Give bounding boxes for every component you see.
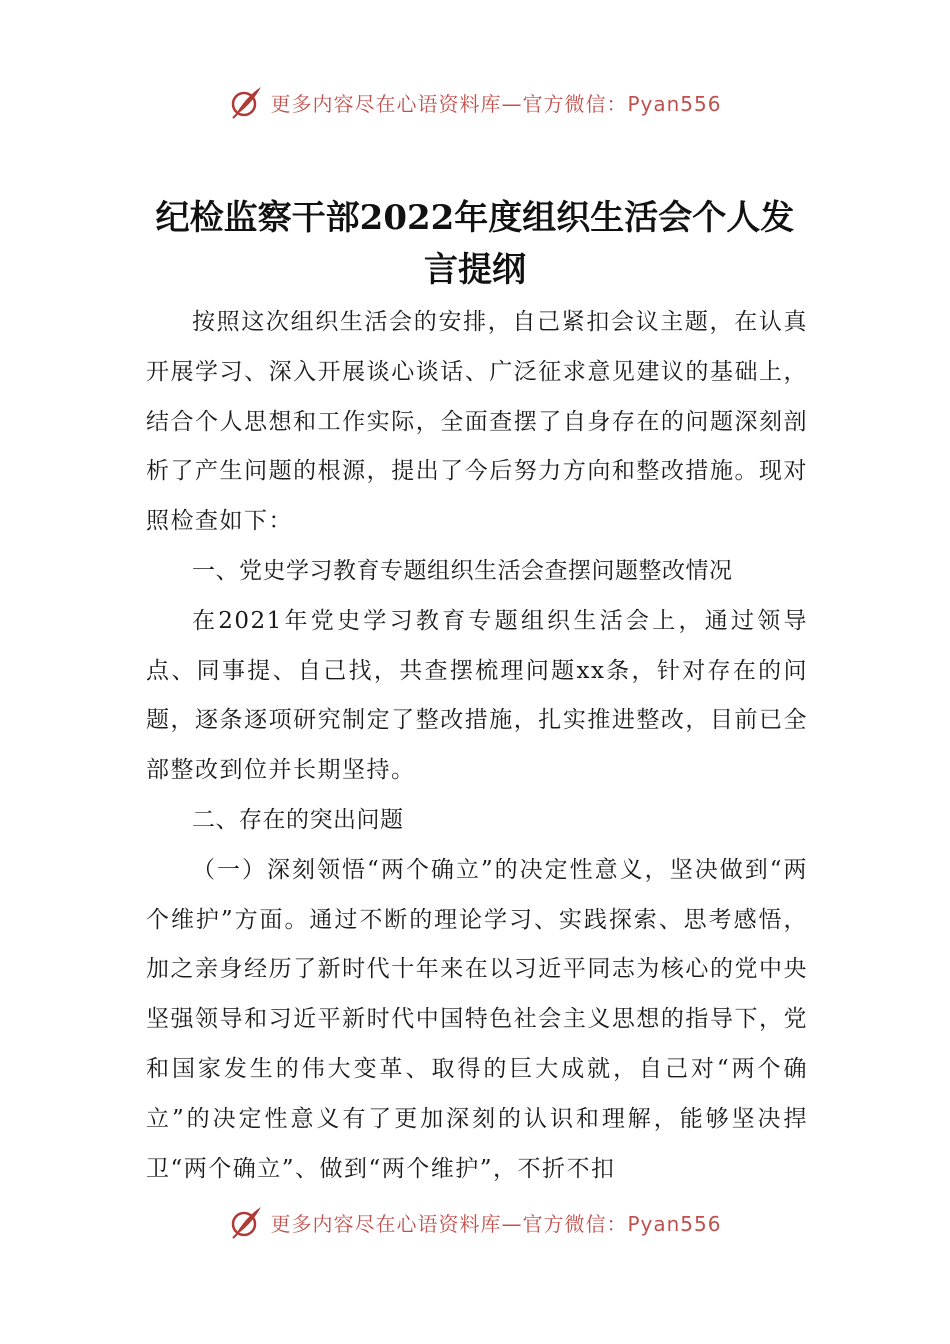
intro-paragraph: 按照这次组织生活会的安排，自己紧扣会议主题，在认真开展学习、深入开展谈心谈话、广泛征求意见建议的基础上，结合个人思想和工作实际，全面查摆了自身存在的问题深刻剖析了产生问题的根源，提出了今后努力方向和整改措施。现对照检查如下：	[146, 309, 808, 535]
watermark-group	[228, 1204, 721, 1240]
section-1-heading: 一、党史学习教育专题组织生活会查摆问题整改情况	[192, 557, 733, 584]
watermark-text: 更多内容尽在心语资料库—官方微信：Pyan556	[270, 91, 722, 116]
quill-pen-logo-icon	[228, 84, 264, 120]
watermark-banner-bottom	[0, 1200, 950, 1240]
watermark-group	[228, 84, 721, 120]
section-1-paragraph: 在2021年党史学习教育专题组织生活会上，通过领导点、同事提、自己找，共查摆梳理问题xx条，针对存在的问题，逐条逐项研究制定了整改措施，扎实推进整改，目前已全部整改到位并长期坚持。	[146, 607, 808, 784]
watermark-banner-top	[0, 82, 950, 122]
document-title: 纪检监察干部2022年度组织生活会个人发言提纲	[155, 198, 795, 290]
watermark-text: 更多内容尽在心语资料库—官方微信：Pyan556	[270, 1211, 722, 1236]
document-body	[146, 298, 808, 1194]
quill-pen-logo-icon	[228, 1204, 264, 1240]
section-2-paragraph: （一）深刻领悟“两个确立”的决定性意义，坚决做到“两个维护”方面。通过不断的理论学习、实践探索、思考感悟，加之亲身经历了新时代十年来在以习近平同志为核心的党中央坚强领导和习近平新时代中国特色社会主义思想的指导下，党和国家发生的伟大变革、取得的巨大成就，自己对“两个确立”的决定性意义有了更加深刻的认识和理解，能够坚决捍卫“两个确立”、做到“两个维护”，不折不扣	[146, 856, 808, 1182]
section-2-heading: 二、存在的突出问题	[192, 806, 404, 833]
